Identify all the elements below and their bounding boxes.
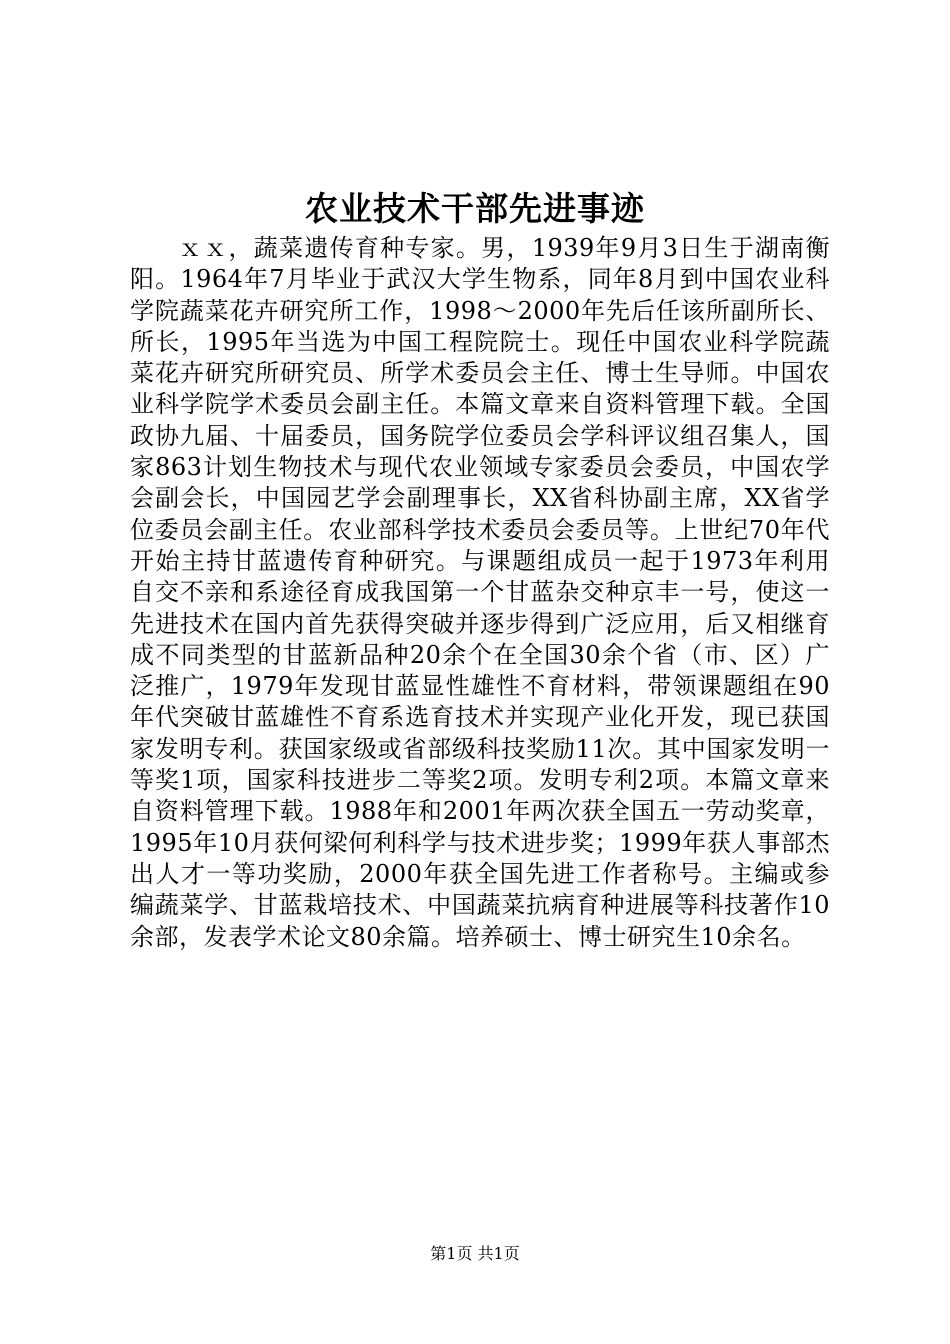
- document-body-paragraph: ｘｘ，蔬菜遗传育种专家。男，1939年9月3日生于湖南衡阳。1964年7月毕业于武汉大学生物系，同年8月到中国农业科学院蔬菜花卉研究所工作，1998～2000年先后任该所副所长、所长，1995年当选为中国工程院院士。现任中国农业科学院蔬菜花卉研究所研究员、所学术委员会主任、博士生导师。中国农业科学院学术委员会副主任。本篇文章来自资料管理下载。全国政协九届、十届委员，国务院学位委员会学科评议组召集人，国家863计划生物技术与现代农业领域专家委员会委员，中国农学会副会长，中国园艺学会副理事长，XX省科协副主席，XX省学位委员会副主任。农业部科学技术委员会委员等。上世纪70年代开始主持甘蓝遗传育种研究。与课题组成员一起于1973年利用自交不亲和系途径育成我国第一个甘蓝杂交种京丰一号，使这一先进技术在国内首先获得突破并逐步得到广泛应用，后又相继育成不同类型的甘蓝新品种20余个在全国30余个省（市、区）广泛推广，1979年发现甘蓝显性雄性不育材料，带领课题组在90年代突破甘蓝雄性不育系选育技术并实现产业化开发，现已获国家发明专利。获国家级或省部级科技奖励11次。其中国家发明一等奖1项，国家科技进步二等奖2项。发明专利2项。本篇文章来自资料管理下载。1988年和2001年两次获全国五一劳动奖章，1995年10月获何梁何利科学与技术进步奖；1999年获人事部杰出人才一等功奖励，2000年获全国先进工作者称号。主编或参编蔬菜学、甘蓝栽培技术、中国蔬菜抗病育种进展等科技著作10余部，发表学术论文80余篇。培养硕士、博士研究生10余名。: [130, 234, 830, 951]
- document-title: 农业技术干部先进事迹: [305, 189, 645, 228]
- page-number-footer: 第1页 共1页: [430, 1244, 520, 1263]
